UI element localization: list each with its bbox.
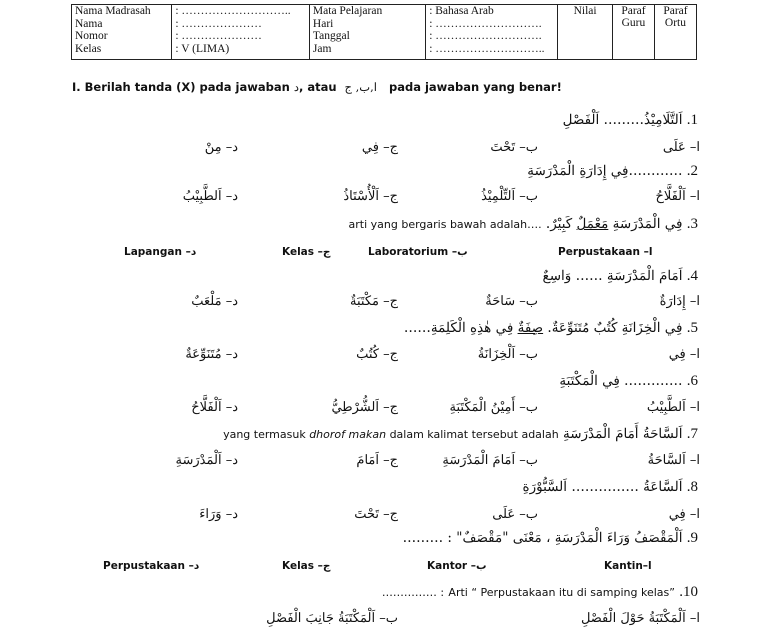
q4-option-c[interactable]: ج– مَكْتَبَةٌ [350,294,398,309]
q7-option-d[interactable]: د– اَلْمَدْرَسَةِ [175,453,238,468]
question-number: 4. [686,268,698,284]
value-nama: : ………………… [175,17,262,30]
q9-option-c[interactable]: Kelas –ج [282,560,331,572]
value-tanggal: : ………………………. [429,30,542,42]
value-kelas: : V (LIMA) [175,42,230,55]
label-jam: Jam [312,42,332,55]
q3-option-a[interactable]: Perpustakaan –ا [558,246,653,258]
q3-option-b[interactable]: Laboratorium –ب [368,246,468,258]
q1-option-c[interactable]: ج– فِي [361,140,398,155]
question-2 [527,163,698,180]
nilai-label: Nilai [573,5,597,17]
question-number: 9. [686,530,698,546]
identity-labels-mid [309,5,425,60]
value-jam: : ……………………….. [429,42,545,55]
q6-option-a[interactable]: ا– اَلطَّبِيْبُ [646,400,700,415]
question-number: 8. [686,479,698,495]
value-mata-pelajaran: : Bahasa Arab [429,5,494,17]
question-text-end: فِي هٰذِهِ الْكَلِمَةِ…… [403,320,514,336]
question-text: فِي الْخِزَانَةِ كُتُبٌ مُتَنَوِّعَةٌ. [547,320,683,336]
value-hari: : ………………………. [429,17,542,30]
value-nama-madrasah: : ……………………….. [175,5,291,17]
q8-option-c[interactable]: ج– تَحْتَ [354,507,398,522]
paraf-ortu-line1: Paraf [663,5,688,17]
latin-post: dalam kalimat tersebut adalah [389,428,559,441]
q7-option-a[interactable]: ا– اَلسَّاحَةُ [647,453,700,468]
q7-option-b[interactable]: ب– اَمَامَ الْمَدْرَسَةِ [442,453,538,468]
label-nama: Nama [75,17,103,30]
question-5 [404,320,698,337]
question-number: 10. [679,584,698,600]
q10-option-a[interactable]: ا– اَلْمَكْتَبَةُ حَوْلَ الْفَصْلِ [580,611,700,626]
question-text: اَمَامَ الْمَدْرَسَةِ …… وَاسِعٌ [542,268,683,284]
q5-option-d[interactable]: د– مُتَنَوِّعَةٌ [185,347,238,362]
paraf-guru-line1: Paraf [621,5,646,17]
underlined-word: صِفَةٌ [517,320,544,336]
question-9 [403,530,698,547]
question-number: 2. [686,163,698,179]
q1-option-a[interactable]: ا– عَلَى [662,140,700,155]
label-tanggal: Tanggal [312,30,350,42]
question-text-end: كَبِيْرٌ. [545,216,573,232]
identity-values-left [172,5,310,60]
question-text: فِي الْمَدْرَسَةِ [612,216,683,232]
q8-option-d[interactable]: د– وَرَاءَ [199,507,238,522]
paraf-guru-box [612,5,654,60]
q2-option-d[interactable]: د– اَلطَّبِيْبُ [182,189,238,204]
q2-option-c[interactable]: ج– اَلْأُسْتَاذُ [343,189,398,204]
q5-option-b[interactable]: ب– اَلْخِزَانَةُ [477,347,538,362]
instruction [72,80,562,94]
question-3 [349,216,698,233]
q9-option-b[interactable]: Kantor –ب [427,560,487,572]
identity-labels-left [72,5,172,60]
instruction-prefix: I. Berilah tanda (X) pada jawaban [72,80,290,94]
question-latin [223,428,559,441]
q3-option-c[interactable]: Kelas –ج [282,246,331,258]
question-latin: Arti “ Perpustakaan itu di samping kelas” [448,586,675,599]
underlined-word: مَعْمَلٌ [576,216,609,232]
q5-option-a[interactable]: ا– فِي [668,347,700,362]
q4-option-a[interactable]: ا– إِدَارَةٌ [659,294,700,309]
q1-option-d[interactable]: د– مِنْ [204,140,238,155]
question-10 [382,584,698,601]
identity-values-mid [426,5,558,60]
q2-option-a[interactable]: ا– اَلْفَلَّاحُ [655,189,700,204]
question-1 [563,112,698,129]
question-number: 1. [686,112,698,128]
paraf-guru-line2: Guru [621,17,646,29]
question-7 [223,426,698,443]
instruction-mid: , atau [298,80,337,94]
q7-option-c[interactable]: ج– اَمَامَ [356,453,398,468]
question-text: اَلسَّاحَةُ أَمَامَ الْمَدْرَسَةِ [562,426,683,442]
latin-pre: yang termasuk [223,428,306,441]
question-number: 7. [686,426,698,442]
q4-option-d[interactable]: د– مَلْعَبٌ [191,294,238,309]
question-number: 5. [686,320,698,336]
identity-table [71,4,697,60]
question-8 [523,479,699,496]
q3-option-d[interactable]: Lapangan –د [124,246,197,258]
label-kelas: Kelas [75,42,102,55]
question-text: …………. فِي الْمَكْتَبَةِ [559,373,683,389]
q4-option-b[interactable]: ب– سَاحَةٌ [485,294,538,309]
question-dots: …………… : [381,586,445,599]
label-nomor: Nomor [75,30,108,42]
question-4 [543,268,698,285]
q6-option-c[interactable]: ج– اَلشُّرْطِيُّ [331,400,398,415]
instruction-letters: ا,ب, ج [344,80,377,94]
q6-option-b[interactable]: ب– أَمِيْنُ الْمَكْتَبَةِ [449,400,538,415]
question-number: 6. [686,373,698,389]
q10-option-b[interactable]: ب– اَلْمَكْتَبَةُ جَانِبَ الْفَصْلِ [266,611,398,626]
question-text: اَلتَّلَامِيْذُ……… اَلْفَصْلِ [562,112,683,128]
label-hari: Hari [312,17,334,30]
nilai-box [558,5,613,60]
paraf-ortu-box [654,5,696,60]
question-text: …………فِي إِدَارَةِ الْمَدْرَسَةِ [527,163,683,179]
value-nomor: : ………………… [175,30,262,42]
instruction-letter-dal: د [293,80,299,94]
label-nama-madrasah: Nama Madrasah [75,5,151,17]
q2-option-b[interactable]: ب– اَلتِّلْمِيْذُ [481,189,538,204]
q5-option-c[interactable]: ج– كُتُبٌ [356,347,398,362]
question-text: اَلْمَقْصَفُ وَرَاءَ الْمَدْرَسَةِ ، مَعْنَى "مَقْصَفٌ" : ……… [402,530,683,546]
q8-option-a[interactable]: ا– فِي [668,507,700,522]
question-text: اَلسَّاعَةُ …………… اَلسَّبُّوْرَةِ [522,479,683,495]
question-latin: arti yang bergaris bawah adalah…. [348,218,542,231]
label-mata-pelajaran: Mata Pelajaran [312,5,383,17]
q9-option-a[interactable]: Kantin–ا [604,560,652,572]
q6-option-d[interactable]: د– اَلْفَلَّاحُ [191,400,238,415]
q8-option-b[interactable]: ب– عَلَى [492,507,538,522]
latin-italic: dhorof makan [309,428,387,441]
question-6 [559,373,698,390]
question-number: 3. [686,216,698,232]
paraf-ortu-line2: Ortu [664,17,687,29]
q1-option-b[interactable]: ب– تَحْتَ [490,140,538,155]
q9-option-d[interactable]: Perpustakaan –د [103,560,200,572]
instruction-suffix: pada jawaban yang benar! [388,80,562,94]
